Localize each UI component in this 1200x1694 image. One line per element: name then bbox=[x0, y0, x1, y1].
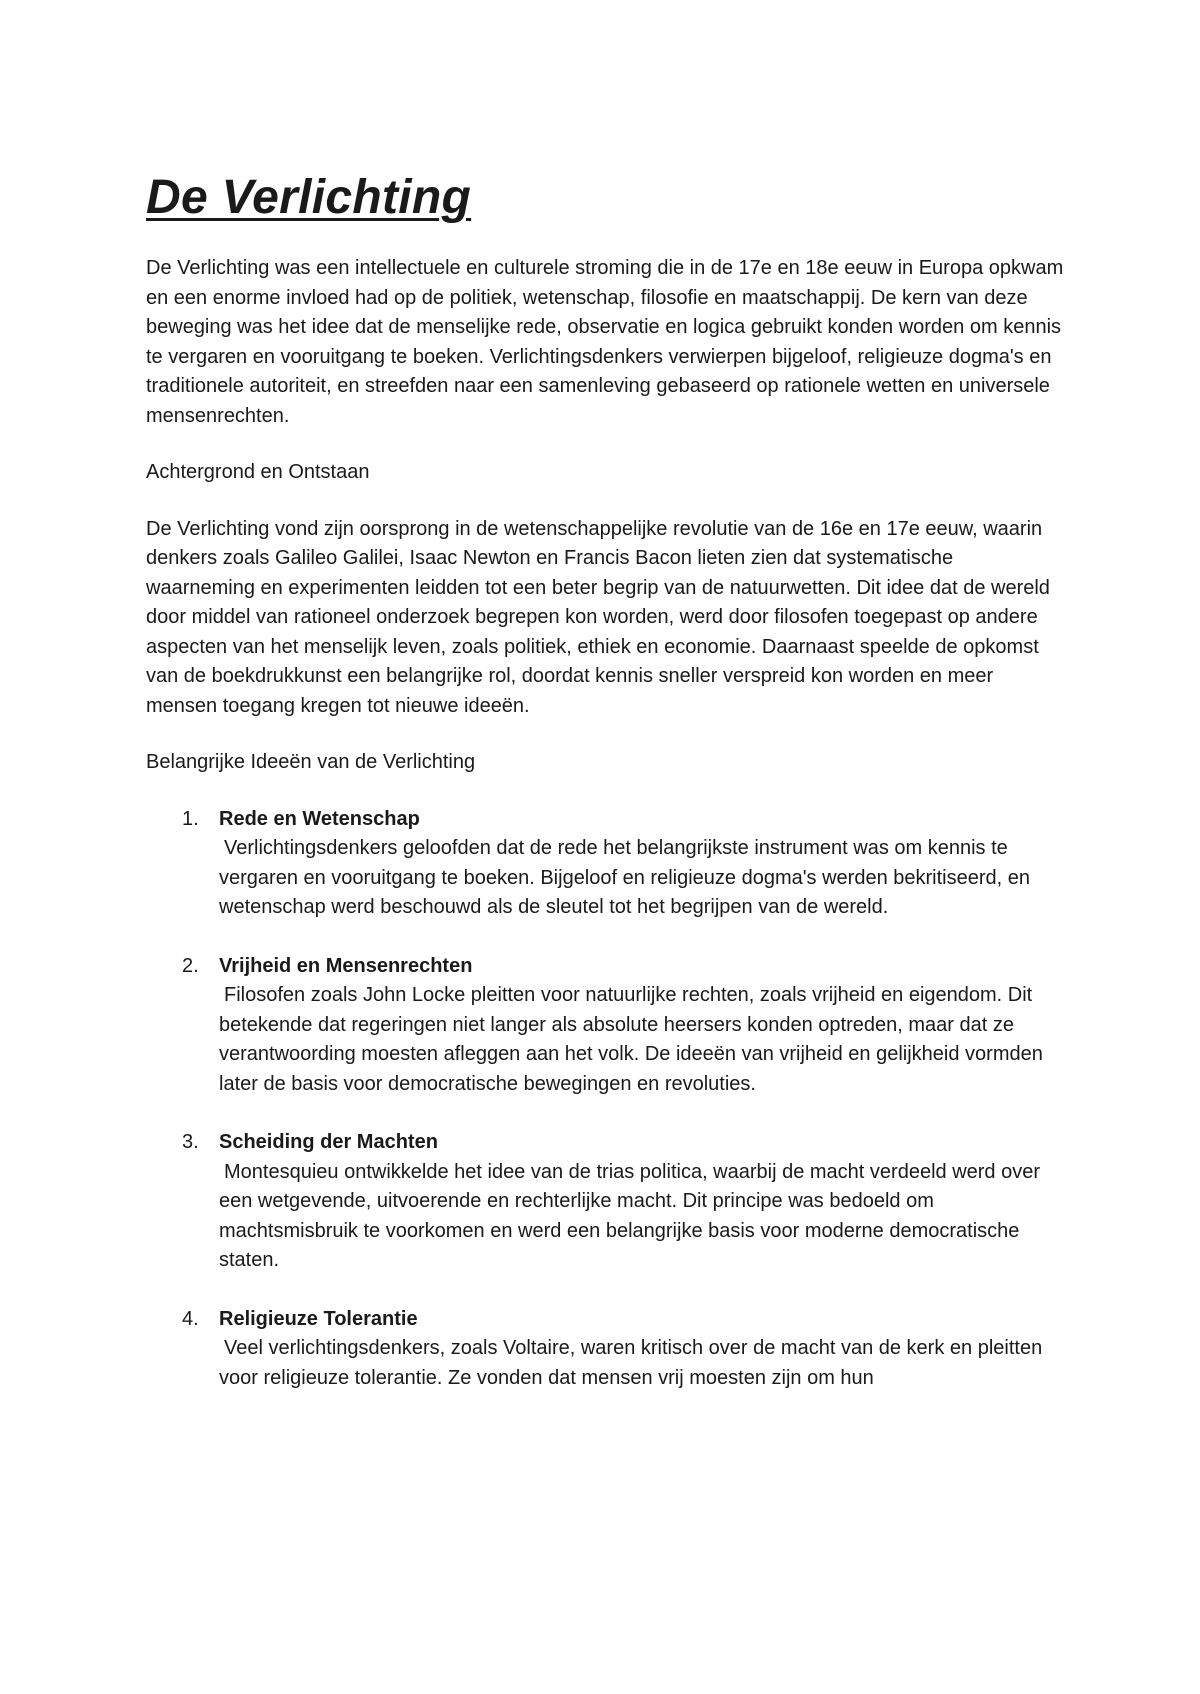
list-item-number: 4. bbox=[182, 1307, 199, 1330]
intro-paragraph: De Verlichting was een intellectuele en culturele stroming die in de 17e en 18e eeuw in Europa opkwam en een enorme invloed had op de politiek, wetenschap, filosofie en maatschappij. De kern van deze beweging was het idee dat de menselijke rede, observatie en logica gebruikt konden worden om kennis te vergaren en vooruitgang te boeken. Verlichtingsdenkers verwierpen bijgeloof, religieuze dogma's en traditionele autoriteit, en streefden naar een samenleving gebaseerd op rationele wetten en universele mensenrechten. bbox=[146, 257, 1064, 427]
section-heading-background: Achtergrond en Ontstaan bbox=[146, 461, 370, 483]
list-item-number: 2. bbox=[182, 954, 199, 977]
section-heading-ideas: Belangrijke Ideeën van de Verlichting bbox=[146, 751, 476, 773]
document-title: De Verlichting bbox=[146, 171, 472, 224]
list-item-title: Rede en Wetenschap bbox=[219, 807, 420, 830]
list-item-text: Montesquieu ontwikkelde het idee van de trias politica, waarbij de macht verdeeld werd over een wetgevende, uitvoerende en rechterlijke macht. Dit principe was bedoeld om machtsmisbruik te voorkomen en werd een belangrijke basis voor moderne democratische staten. bbox=[219, 1160, 1041, 1271]
document-page bbox=[146, 170, 1066, 1422]
list-item-title: Scheiding der Machten bbox=[219, 1131, 438, 1153]
ideas-list bbox=[146, 805, 1066, 1394]
list-item bbox=[146, 1305, 1066, 1394]
background-paragraph: De Verlichting vond zijn oorsprong in de wetenschappelijke revolutie van de 16e en 17e eeuw, waarin denkers zoals Galileo Galilei, Isaac Newton en Francis Bacon lieten zien dat systematische waarneming en experimenten leidden tot een beter begrip van de natuurwetten. Dit idee dat de wereld door middel van rationeel onderzoek begrepen kon worden, werd door filosofen toegepast op andere aspecten van het menselijk leven, zoals politiek, ethiek en economie. Daarnaast speelde de opkomst van de boekdrukkunst een belangrijke rol, doordat kennis sneller verspreid kon worden en meer mensen toegang kregen tot nieuwe ideeën. bbox=[146, 517, 1050, 717]
list-item-text: Filosofen zoals John Locke pleitten voor natuurlijke rechten, zoals vrijheid en eigendom. Dit betekende dat regeringen niet langer als absolute heersers konden optreden, maar dat ze verantwoording moesten afleggen aan het volk. De ideeën van vrijheid en gelijkheid vormden later de basis voor democratische bewegingen en revoluties. bbox=[219, 984, 1043, 1095]
list-item-number: 3. bbox=[182, 1131, 199, 1153]
list-item bbox=[146, 1128, 1066, 1276]
list-item bbox=[146, 805, 1066, 923]
list-item-number: 1. bbox=[182, 807, 199, 830]
list-item-title: Religieuze Tolerantie bbox=[219, 1307, 418, 1330]
list-item bbox=[146, 952, 1066, 1100]
list-item-title: Vrijheid en Mensenrechten bbox=[219, 954, 473, 977]
list-item-text: Veel verlichtingsdenkers, zoals Voltaire, waren kritisch over de macht van de kerk en pleitten voor religieuze tolerantie. Ze vonden dat mensen vrij moesten zijn om hun bbox=[219, 1337, 1043, 1389]
list-item-text: Verlichtingsdenkers geloofden dat de rede het belangrijkste instrument was om kennis te vergaren en vooruitgang te boeken. Bijgeloof en religieuze dogma's werden bekritiseerd, en wetenschap werd beschouwd als de sleutel tot het begrijpen van de wereld. bbox=[219, 837, 1030, 918]
